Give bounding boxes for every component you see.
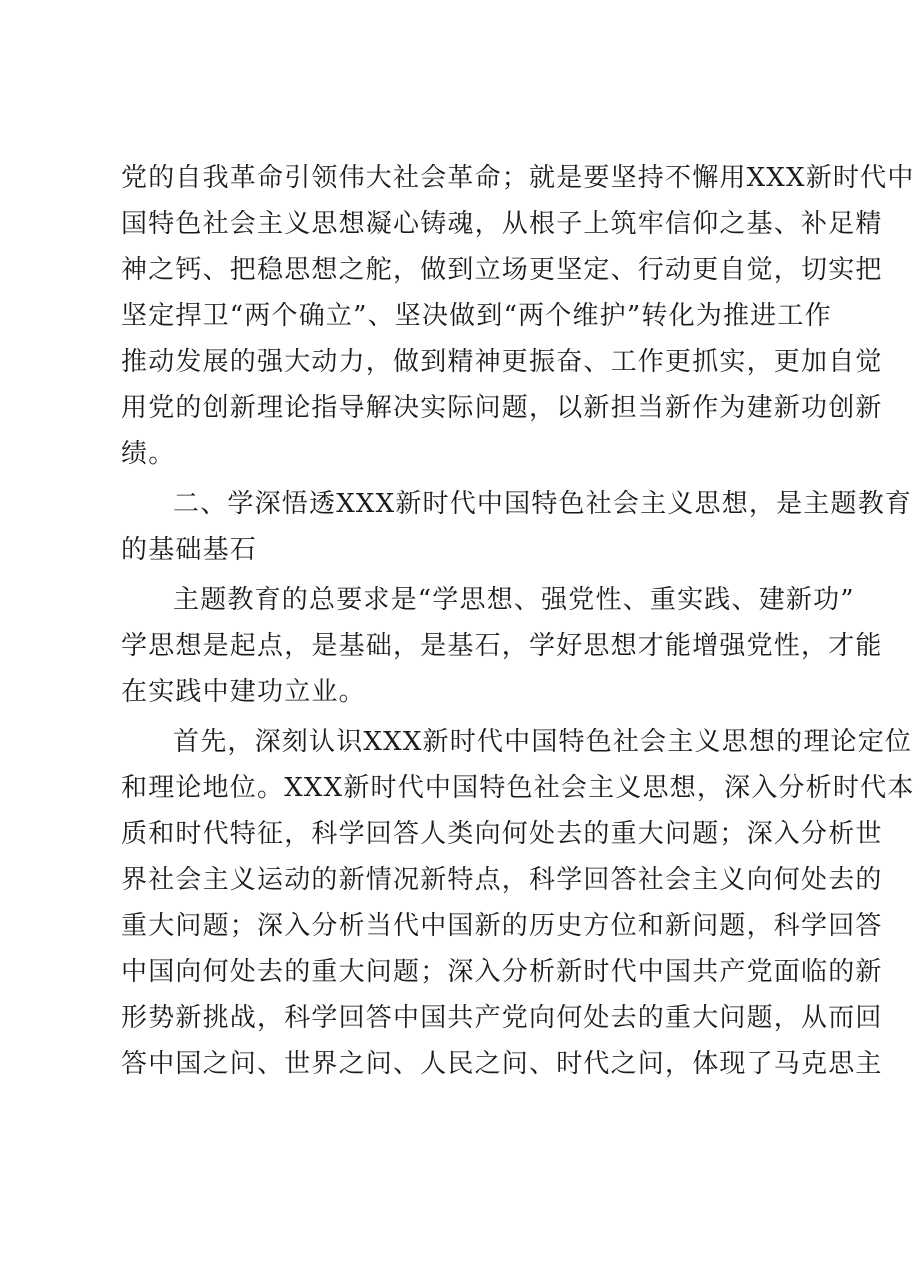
- heading-line: 的基础基石: [121, 535, 258, 565]
- text-line: 首先，深刻认识XXX新时代中国特色社会主义思想的理论定位: [173, 727, 913, 757]
- paragraph: [121, 155, 915, 477]
- text-line: 质和时代特征，科学回答人类向何处去的重大问题；深入分析世: [121, 819, 883, 849]
- text-line: 推动发展的强大动力，做到精神更振奋、工作更抓实，更加自觉: [121, 347, 883, 377]
- text-line: 主题教育的总要求是“学思想、强党性、重实践、建新功”: [173, 585, 855, 615]
- document-body: [121, 155, 915, 1087]
- text-line: 神之钙、把稳思想之舵，做到立场更坚定、行动更自觉，切实把: [121, 255, 883, 285]
- text-line: 界社会主义运动的新情况新特点，科学回答社会主义向何处去的: [121, 865, 883, 895]
- text-line: 国特色社会主义思想凝心铸魂，从根子上筑牢信仰之基、补足精: [121, 209, 883, 239]
- text-line: 学思想是起点，是基础，是基石，学好思想才能增强党性，才能: [121, 631, 883, 661]
- text-line: 在实践中建功立业。: [121, 677, 366, 707]
- section-heading: [121, 481, 913, 573]
- paragraph: [121, 719, 915, 1087]
- text-line: 绩。: [121, 439, 176, 469]
- text-line: 形势新挑战，科学回答中国共产党向何处去的重大问题，从而回: [121, 1003, 883, 1033]
- text-line: 党的自我革命引领伟大社会革命；就是要坚持不懈用XXX新时代中: [121, 163, 915, 193]
- heading-line: 二、学深悟透XXX新时代中国特色社会主义思想，是主题教育: [173, 489, 913, 519]
- text-line: 中国向何处去的重大问题；深入分析新时代中国共产党面临的新: [121, 957, 883, 987]
- text-line: 用党的创新理论指导解决实际问题，以新担当新作为建新功创新: [121, 393, 883, 423]
- paragraph: [121, 577, 883, 715]
- text-line: 和理论地位。XXX新时代中国特色社会主义思想，深入分析时代本: [121, 773, 915, 803]
- text-line: 坚定捍卫“两个确立”、坚决做到“两个维护”转化为推进工作: [121, 301, 832, 331]
- text-line: 答中国之问、世界之问、人民之问、时代之问，体现了马克思主: [121, 1049, 883, 1079]
- text-line: 重大问题；深入分析当代中国新的历史方位和新问题，科学回答: [121, 911, 883, 941]
